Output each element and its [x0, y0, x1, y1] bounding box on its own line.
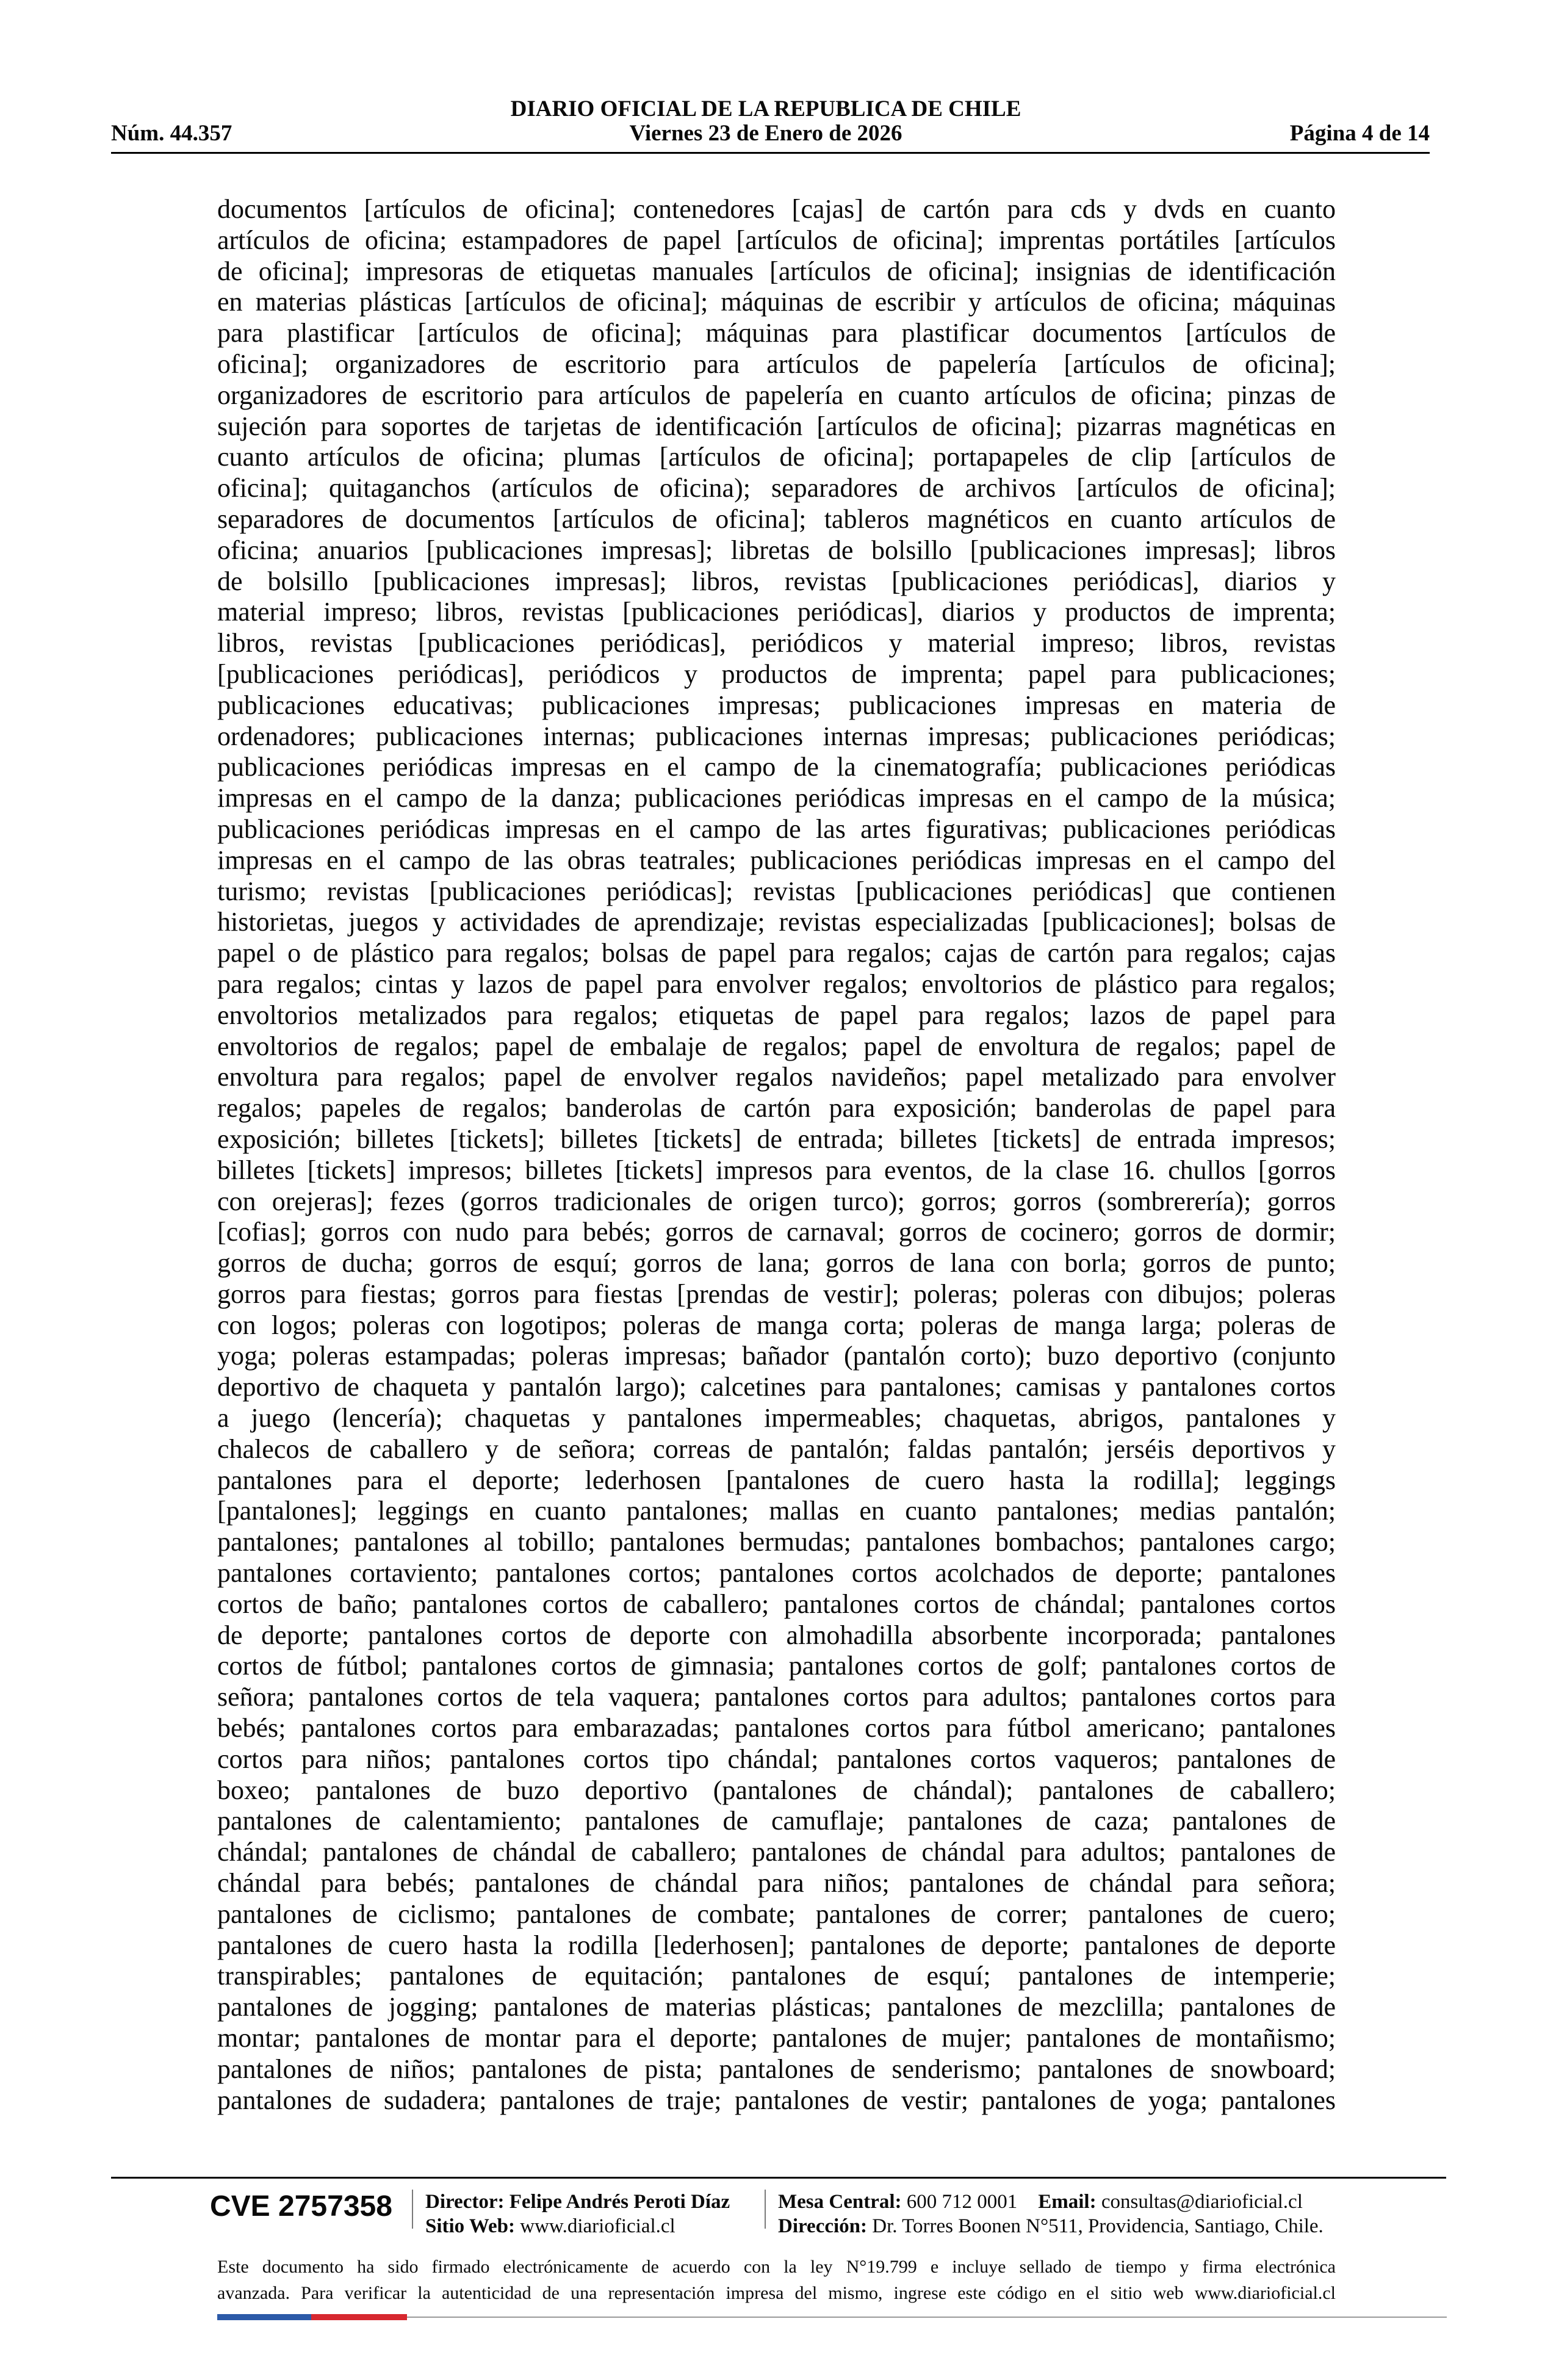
body-line: [publicaciones periódicas], periódicos y productos de imprenta; papel para publicaciones;: [217, 658, 1336, 689]
phone-number: 600 712 0001: [906, 2191, 1018, 2213]
body-line: libros, revistas [publicaciones periódicas], periódicos y material impreso; libros, revistas: [217, 628, 1336, 658]
body-line: a juego (lencería); chaquetas y pantalones impermeables; chaquetas, abrigos, pantalones y: [217, 1403, 1336, 1433]
body-line: chándal; pantalones de chándal de caballero; pantalones de chándal para adultos; pantalones de: [217, 1837, 1336, 1867]
body-line: gorros para fiestas; gorros para fiestas [prendas de vestir]; poleras; poleras con dibujos; poleras: [217, 1278, 1336, 1309]
body-line: impresas en el campo de la danza; publicaciones periódicas impresas en el campo de la música;: [217, 783, 1336, 813]
body-line: papel o de plástico para regalos; bolsas de papel para regalos; cajas de cartón para regalos; cajas: [217, 938, 1336, 968]
issue-date: Viernes 23 de Enero de 2026: [629, 121, 902, 146]
body-line: oficina]; organizadores de escritorio para artículos de papelería [artículos de oficina];: [217, 348, 1336, 379]
body-line: de oficina]; impresoras de etiquetas manuales [artículos de oficina]; insignias de identificación: [217, 256, 1336, 286]
header-rule: [111, 152, 1430, 154]
body-line: con orejeras]; fezes (gorros tradicionales de origen turco); gorros; gorros (sombrerería); gorros: [217, 1186, 1336, 1216]
body-line: chalecos de caballero y de señora; correas de pantalón; faldas pantalón; jerséis deportivos y: [217, 1433, 1336, 1464]
body-line: cuanto artículos de oficina; plumas [artículos de oficina]; portapapeles de clip [artículos de: [217, 442, 1336, 472]
body-line: pantalones de calentamiento; pantalones de camuflaje; pantalones de caza; pantalones de: [217, 1806, 1336, 1836]
body-line: pantalones de niños; pantalones de pista; pantalones de senderismo; pantalones de snowboard;: [217, 2054, 1336, 2084]
signature-notice-line: avanzada. Para verificar la autenticidad de una representación impresa del mismo, ingrese este código en el sitio web www.diarioficial.cl: [217, 2283, 1336, 2303]
director-name: Felipe Andrés Peroti Díaz: [509, 2191, 730, 2213]
body-line: publicaciones periódicas impresas en el campo de las artes figurativas; publicaciones periódicas: [217, 813, 1336, 844]
body-line: envoltorios de regalos; papel de embalaje de regalos; papel de envoltura de regalos; papel de: [217, 1031, 1336, 1061]
cve-code: CVE 2757358: [210, 2190, 392, 2223]
body-line: pantalones de ciclismo; pantalones de combate; pantalones de correr; pantalones de cuero;: [217, 1899, 1336, 1929]
footer-rule: [111, 2177, 1446, 2179]
body-line: transpirables; pantalones de equitación; pantalones de esquí; pantalones de intemperie;: [217, 1961, 1336, 1991]
director-block: [425, 2190, 730, 2238]
body-line: señora; pantalones cortos de tela vaquera; pantalones cortos para adultos; pantalones cortos para: [217, 1682, 1336, 1712]
website-label: Sitio Web:: [425, 2215, 516, 2237]
body-line: pantalones de sudadera; pantalones de traje; pantalones de vestir; pantalones de yoga; pantalones: [217, 2085, 1336, 2115]
body-line: montar; pantalones de montar para el deporte; pantalones de mujer; pantalones de montañismo;: [217, 2023, 1336, 2054]
body-line: gorros de ducha; gorros de esquí; gorros de lana; gorros de lana con borla; gorros de punto;: [217, 1248, 1336, 1278]
newspaper-title: DIARIO OFICIAL DE LA REPUBLICA DE CHILE: [510, 96, 1021, 121]
phone-email-row: [778, 2190, 1324, 2214]
body-line: cortos para niños; pantalones cortos tipo chándal; pantalones cortos vaqueros; pantalones de: [217, 1744, 1336, 1774]
footer-separator: [412, 2190, 413, 2229]
body-line: [cofias]; gorros con nudo para bebés; gorros de carnaval; gorros de cocinero; gorros de dormir;: [217, 1217, 1336, 1247]
body-line: regalos; papeles de regalos; banderolas de cartón para exposición; banderolas de papel para: [217, 1093, 1336, 1123]
body-line: billetes [tickets] impresos; billetes [tickets] impresos para eventos, de la clase 16. chullos [gorros: [217, 1155, 1336, 1185]
body-line: oficina; anuarios [publicaciones impresas]; libretas de bolsillo [publicaciones impresas]; libros: [217, 535, 1336, 565]
address-label: Dirección:: [778, 2215, 868, 2237]
address-row: [778, 2214, 1324, 2238]
body-line: exposición; billetes [tickets]; billetes [tickets] de entrada; billetes [tickets] de entrada impresos;: [217, 1123, 1336, 1154]
signature-notice: [217, 2254, 1336, 2306]
body-line: pantalones de cuero hasta la rodilla [lederhosen]; pantalones de deporte; pantalones de deporte: [217, 1930, 1336, 1960]
flag-blue-bar: [217, 2314, 311, 2320]
body-line: envoltura para regalos; papel de envolver regalos navideños; papel metalizado para envolver: [217, 1062, 1336, 1092]
body-line: publicaciones periódicas impresas en el campo de la cinematografía; publicaciones periódicas: [217, 752, 1336, 782]
body-line: impresas en el campo de las obras teatrales; publicaciones periódicas impresas en el campo del: [217, 845, 1336, 875]
body-line: para plastificar [artículos de oficina]; máquinas para plastificar documentos [artículos de: [217, 318, 1336, 348]
body-line: oficina]; quitaganchos (artículos de oficina); separadores de archivos [artículos de oficina];: [217, 473, 1336, 503]
body-line: boxeo; pantalones de buzo deportivo (pantalones de chándal); pantalones de caballero;: [217, 1775, 1336, 1805]
body-line: sujeción para soportes de tarjetas de identificación [artículos de oficina]; pizarras magnéticas en: [217, 411, 1336, 441]
issue-number: Núm. 44.357: [111, 121, 232, 146]
body-line: pantalones para el deporte; lederhosen [pantalones de cuero hasta la rodilla]; leggings: [217, 1465, 1336, 1495]
email-label: Email:: [1038, 2191, 1097, 2213]
body-line: cortos de baño; pantalones cortos de caballero; pantalones cortos de chándal; pantalones cortos: [217, 1588, 1336, 1619]
body-line: historietas, juegos y actividades de aprendizaje; revistas especializadas [publicaciones]; bolsas de: [217, 907, 1336, 937]
body-line: en materias plásticas [artículos de oficina]; máquinas de escribir y artículos de oficina; máquinas: [217, 287, 1336, 317]
contact-block: [778, 2190, 1324, 2238]
body-line: yoga; poleras estampadas; poleras impresas; bañador (pantalón corto); buzo deportivo (conjunto: [217, 1341, 1336, 1371]
body-line: organizadores de escritorio para artículos de papelería en cuanto artículos de oficina; pinzas de: [217, 380, 1336, 410]
body-line: separadores de documentos [artículos de oficina]; tableros magnéticos en cuanto artículos de: [217, 503, 1336, 534]
body-line: pantalones cortaviento; pantalones cortos; pantalones cortos acolchados de deporte; pantalones: [217, 1558, 1336, 1588]
body-line: chándal para bebés; pantalones de chándal para niños; pantalones de chándal para señora;: [217, 1868, 1336, 1899]
body-line: ordenadores; publicaciones internas; publicaciones internas impresas; publicaciones periódicas;: [217, 721, 1336, 751]
body-line: publicaciones educativas; publicaciones impresas; publicaciones impresas en materia de: [217, 690, 1336, 720]
body-line: cortos de fútbol; pantalones cortos de gimnasia; pantalones cortos de golf; pantalones cortos de: [217, 1651, 1336, 1681]
footer-separator: [765, 2190, 766, 2229]
body-line: artículos de oficina; estampadores de papel [artículos de oficina]; imprentas portátiles [artículos: [217, 225, 1336, 255]
body-line: pantalones; pantalones al tobillo; pantalones bermudas; pantalones bombachos; pantalones cargo;: [217, 1527, 1336, 1557]
phone-label: Mesa Central:: [778, 2191, 902, 2213]
website-row: [425, 2214, 730, 2238]
signature-notice-line: Este documento ha sido firmado electrónicamente de acuerdo con la ley N°19.799 e incluye sellado de tiempo y firma electrónica: [217, 2257, 1336, 2277]
body-line: [pantalones]; leggings en cuanto pantalones; mallas en cuanto pantalones; medias pantalón;: [217, 1496, 1336, 1526]
email-address: consultas@diarioficial.cl: [1101, 2191, 1303, 2213]
page-number: Página 4 de 14: [1289, 121, 1430, 146]
body-line: con logos; poleras con logotipos; poleras de manga corta; poleras de manga larga; poleras de: [217, 1310, 1336, 1340]
body-line: de deporte; pantalones cortos de deporte con almohadilla absorbente incorporada; pantalones: [217, 1620, 1336, 1650]
body-text: [217, 194, 1336, 2116]
director-row: [425, 2190, 730, 2214]
body-line: material impreso; libros, revistas [publicaciones periódicas], diarios y productos de imprenta;: [217, 597, 1336, 627]
director-label: Director:: [425, 2191, 505, 2213]
body-line: para regalos; cintas y lazos de papel para envolver regalos; envoltorios de plástico para regalos;: [217, 968, 1336, 999]
flag-red-bar: [311, 2314, 407, 2320]
address-text: Dr. Torres Boonen N°511, Providencia, Santiago, Chile.: [872, 2215, 1324, 2237]
body-line: bebés; pantalones cortos para embarazadas; pantalones cortos para fútbol americano; pantalones: [217, 1713, 1336, 1744]
body-line: de bolsillo [publicaciones impresas]; libros, revistas [publicaciones periódicas], diarios y: [217, 566, 1336, 596]
body-line: turismo; revistas [publicaciones periódicas]; revistas [publicaciones periódicas] que contienen: [217, 876, 1336, 906]
website-url: www.diarioficial.cl: [520, 2215, 675, 2237]
body-line: envoltorios metalizados para regalos; etiquetas de papel para regalos; lazos de papel para: [217, 1000, 1336, 1030]
body-line: deportivo de chaqueta y pantalón largo); calcetines para pantalones; camisas y pantalones cortos: [217, 1372, 1336, 1402]
body-line: pantalones de jogging; pantalones de materias plásticas; pantalones de mezclilla; pantalones de: [217, 1992, 1336, 2022]
body-line: documentos [artículos de oficina]; contenedores [cajas] de cartón para cds y dvds en cuanto: [217, 194, 1336, 224]
